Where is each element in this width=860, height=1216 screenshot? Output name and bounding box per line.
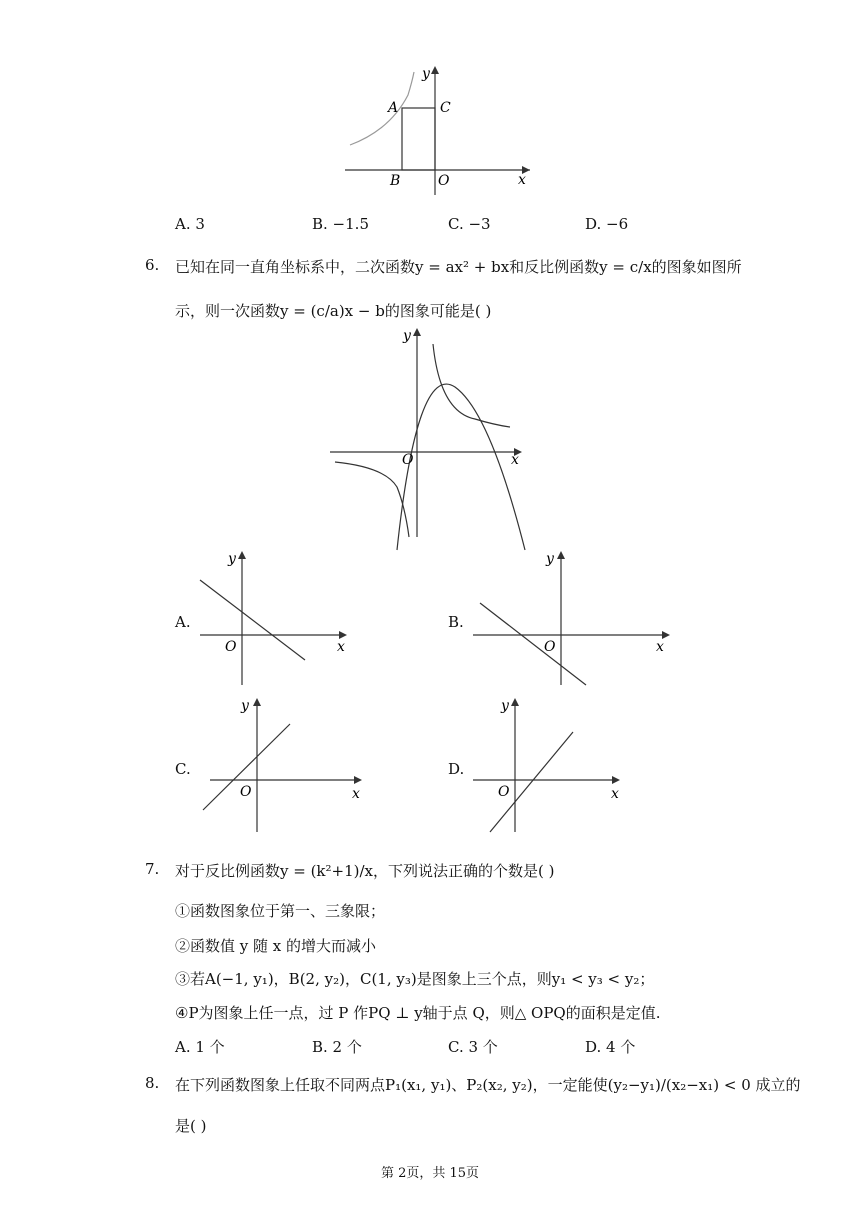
- q6-option-d[interactable]: D.: [448, 760, 465, 778]
- q6-number: 6.: [145, 256, 160, 274]
- point-b-label: B: [390, 173, 401, 189]
- q7-item-1: ①函数图象位于第一、三象限；: [175, 902, 386, 920]
- origin-label: O: [498, 784, 510, 800]
- q6-option-a-graph[interactable]: [195, 545, 360, 690]
- x-axis-label: x: [337, 639, 345, 655]
- y-axis-label: y: [241, 698, 249, 714]
- x-axis-label: x: [518, 172, 526, 188]
- q7-item-4: ④P为图象上任一点，过 P 作PQ ⊥ y轴于点 Q，则△ OPQ的面积是定值.: [175, 1004, 661, 1022]
- y-axis-label: y: [501, 698, 509, 714]
- q7-item-2: ②函数值 y 随 x 的增大而减小: [175, 937, 377, 955]
- q6-option-d-graph[interactable]: [468, 692, 633, 837]
- q6-option-c[interactable]: C.: [175, 760, 191, 778]
- q6-option-b[interactable]: B.: [448, 613, 464, 631]
- q6-stem-line2: 示，则一次函数y = (c/a)x − b的图象可能是( ): [175, 302, 492, 320]
- q8-number: 8.: [145, 1074, 160, 1092]
- x-axis-label: x: [611, 786, 619, 802]
- q5-option-d[interactable]: D. −6: [585, 215, 629, 233]
- point-a-label: A: [388, 100, 399, 116]
- q7-option-a[interactable]: A. 1 个: [175, 1038, 225, 1056]
- point-c-label: C: [440, 100, 451, 116]
- y-axis-label: y: [422, 66, 430, 82]
- origin-label: O: [225, 639, 237, 655]
- q5-option-c[interactable]: C. −3: [448, 215, 491, 233]
- q7-item-3: ③若A(−1, y₁)，B(2, y₂)，C(1, y₃)是图象上三个点，则y₁ < y₃ < y₂；: [175, 970, 655, 988]
- q6-stem-line1: 已知在同一直角坐标系中，二次函数y = ax² + bx和反比例函数y = c/x的图象如图所: [175, 258, 742, 276]
- origin-label: O: [544, 639, 556, 655]
- origin-label: O: [438, 173, 450, 189]
- x-axis-label: x: [511, 452, 519, 468]
- q5-figure: [330, 60, 550, 200]
- q6-option-b-graph[interactable]: [468, 545, 678, 690]
- q6-option-c-graph[interactable]: [195, 692, 370, 837]
- q6-main-figure: [325, 322, 535, 552]
- q7-option-b[interactable]: B. 2 个: [312, 1038, 362, 1056]
- x-axis-label: x: [352, 786, 360, 802]
- q5-option-a[interactable]: A. 3: [175, 215, 205, 233]
- q8-stem-line1: 在下列函数图象上任取不同两点P₁(x₁, y₁)、P₂(x₂, y₂)，一定能使(y₂−y₁)/(x₂−x₁) < 0 成立的: [175, 1076, 801, 1094]
- y-axis-label: y: [546, 551, 554, 567]
- x-axis-label: x: [656, 639, 664, 655]
- q6-option-a[interactable]: A.: [175, 613, 191, 631]
- q7-option-c[interactable]: C. 3 个: [448, 1038, 498, 1056]
- origin-label: O: [402, 452, 414, 468]
- q7-stem: 对于反比例函数y = (k²+1)/x，下列说法正确的个数是( ): [175, 862, 555, 880]
- q7-option-d[interactable]: D. 4 个: [585, 1038, 636, 1056]
- q8-stem-line2: 是( ): [175, 1117, 207, 1135]
- origin-label: O: [240, 784, 252, 800]
- q7-number: 7.: [145, 860, 160, 878]
- y-axis-label: y: [228, 551, 236, 567]
- q5-option-b[interactable]: B. −1.5: [312, 215, 369, 233]
- page-footer: 第 2页，共 15页: [380, 1166, 480, 1181]
- y-axis-label: y: [403, 328, 411, 344]
